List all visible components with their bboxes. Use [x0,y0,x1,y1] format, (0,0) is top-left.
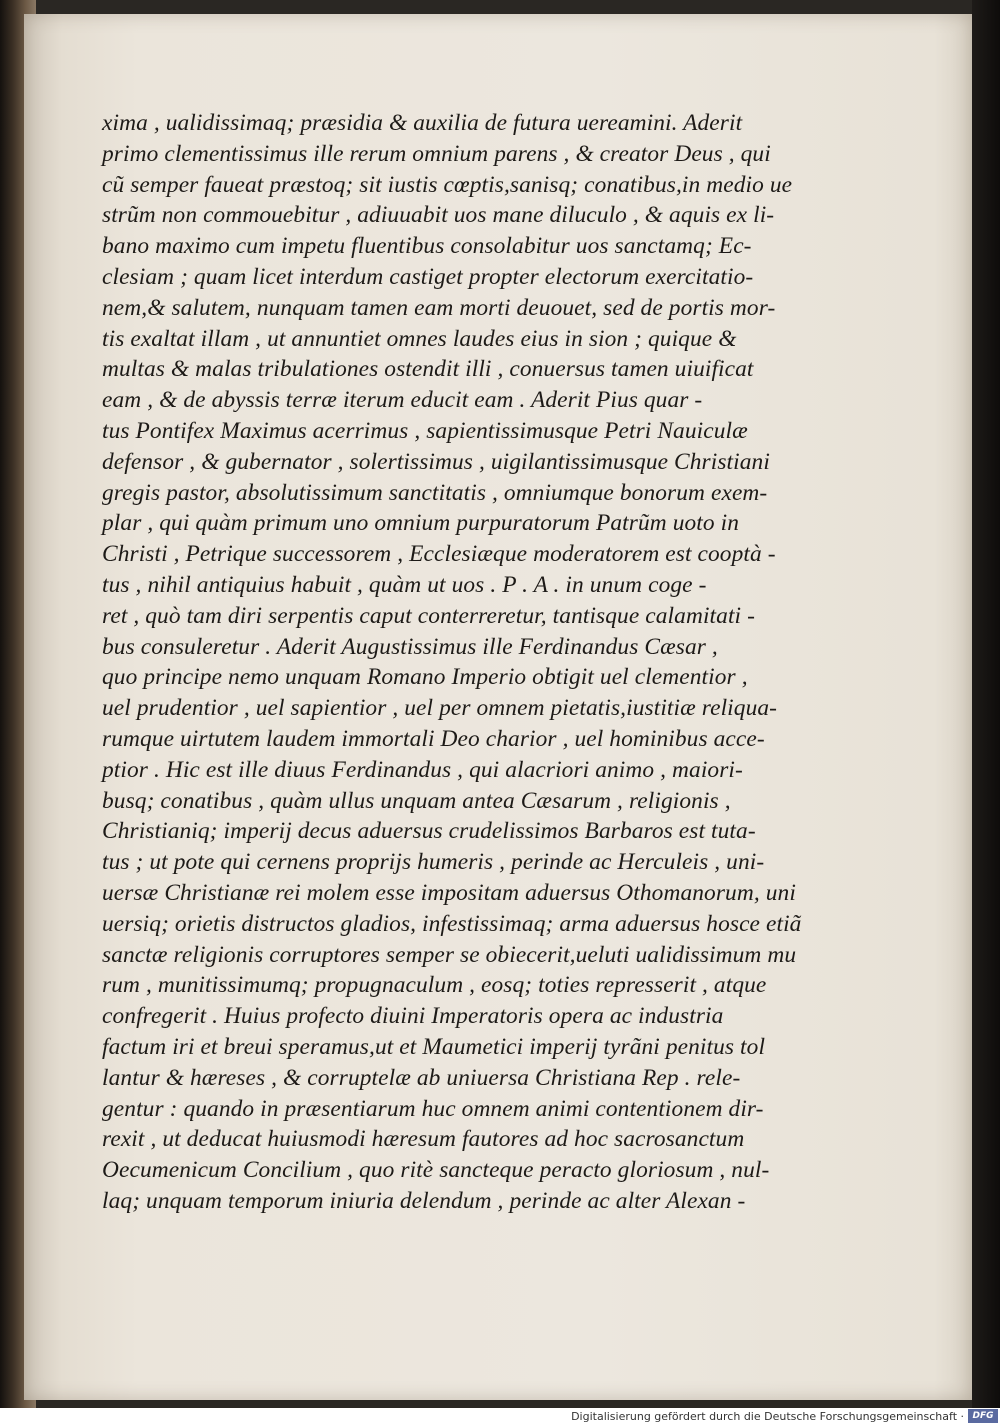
text-line: confregerit . Huius profecto diuini Imperatoris opera ac industria [102,1003,724,1030]
text-line: rumque uirtutem laudem immortali Deo charior , uel hominibus acce- [102,725,765,752]
text-line: rum , munitissimumq; propugnaculum , eosq; toties represserit , atque [102,972,767,999]
text-line: ret , quò tam diri serpentis caput conterreretur, tantisque calamitati - [102,602,755,629]
text-line: Christi , Petrique successorem , Ecclesiæque moderatorem est cooptà - [102,541,776,568]
text-line: Christianiq; imperij decus aduersus crudelissimos Barbaros est tuta- [102,818,756,845]
text-line: cũ semper faueat præstoq; sit iustis cœptis,sanisq; conatibus,in medio ue [102,171,793,198]
page-text-block [102,108,837,1217]
dfg-logo-icon: DFG [968,1409,998,1423]
text-line: quo principe nemo unquam Romano Imperio obtigit uel clementior , [102,664,748,691]
text-line: defensor , & gubernator , solertissimus , uigilantissimusque Christiani [102,448,770,475]
text-line: tus ; ut pote qui cernens proprijs humeris , perinde ac Herculeis , uni- [102,849,765,876]
text-line: Oecumenicum Concilium , quo ritè sancteque peracto gloriosum , nul- [102,1157,770,1184]
text-line: laq; unquam temporum iniuria delendum , perinde ac alter Alexan - [102,1187,746,1214]
text-line: uersiq; orietis distructos gladios, infestissimaq; arma aduersus hosce etiã [102,910,802,937]
text-line: busq; conatibus , quàm ullus unquam antea Cæsarum , religionis , [102,787,731,814]
text-line: primo clementissimus ille rerum omnium parens , & creator Deus , qui [102,140,771,167]
text-line: xima , ualidissimaq; præsidia & auxilia de futura uereamini. Aderit [102,110,743,136]
text-line: gregis pastor, absolutissimum sanctitatis , omniumque bonorum exem- [102,479,768,506]
text-line: strũm non commouebitur , adiuuabit uos mane diluculo , & aquis ex li- [102,202,775,229]
text-line: ptior . Hic est ille diuus Ferdinandus , qui alacriori animo , maiori- [102,756,743,783]
text-line: tus Pontifex Maximus acerrimus , sapientissimusque Petri Nauiculæ [102,417,748,444]
text-line: bano maximo cum impetu fluentibus consolabitur uos sanctamq; Ec- [102,233,752,260]
text-line: factum iri et breui speramus,ut et Maumetici imperij tyrãni penitus tol [102,1033,766,1060]
text-line: gentur : quando in præsentiarum huc omnem animi contentionem dir- [102,1095,764,1122]
digitization-credit: Digitalisierung gefördert durch die Deutsche Forschungsgemeinschaft · [571,1410,964,1423]
text-line: multas & malas tribulationes ostendit illi , conuersus tamen uiuificat [102,356,754,383]
footer-bar [0,1408,1000,1426]
text-line: rexit , ut deducat huiusmodi hæresum fautores ad hoc sacrosanctum [102,1126,745,1153]
text-line: clesiam ; quam licet interdum castiget propter electorum exercitatio- [102,263,754,290]
text-line: sanctæ religionis corruptores semper se obiecerit,ueluti ualidissimum mu [102,941,797,968]
text-line: uersæ Christianæ rei molem esse impositam aduersus Othomanorum, uni [102,879,796,906]
text-line: bus consuleretur . Aderit Augustissimus ille Ferdinandus Cæsar , [102,633,718,660]
text-line: lantur & hæreses , & corruptelæ ab uniuersa Christiana Rep . rele- [102,1064,741,1091]
scan-margin-right [972,0,1000,1408]
text-line: eam , & de abyssis terræ iterum educit eam . Aderit Pius quar - [102,387,703,414]
text-line: plar , qui quàm primum uno omnium purpuratorum Patrũm uoto in [102,510,740,537]
text-line: uel prudentior , uel sapientior , uel per omnem pietatis,iustitiæ reliqua- [102,695,778,722]
text-line: tis exaltat illam , ut annuntiet omnes laudes eius in sion ; quique & [102,325,737,352]
book-page [24,14,972,1400]
text-line: nem,& salutem, nunquam tamen eam morti deuouet, sed de portis mor- [102,294,776,321]
text-line: tus , nihil antiquius habuit , quàm ut uos . P . A . in unum coge - [102,571,707,598]
